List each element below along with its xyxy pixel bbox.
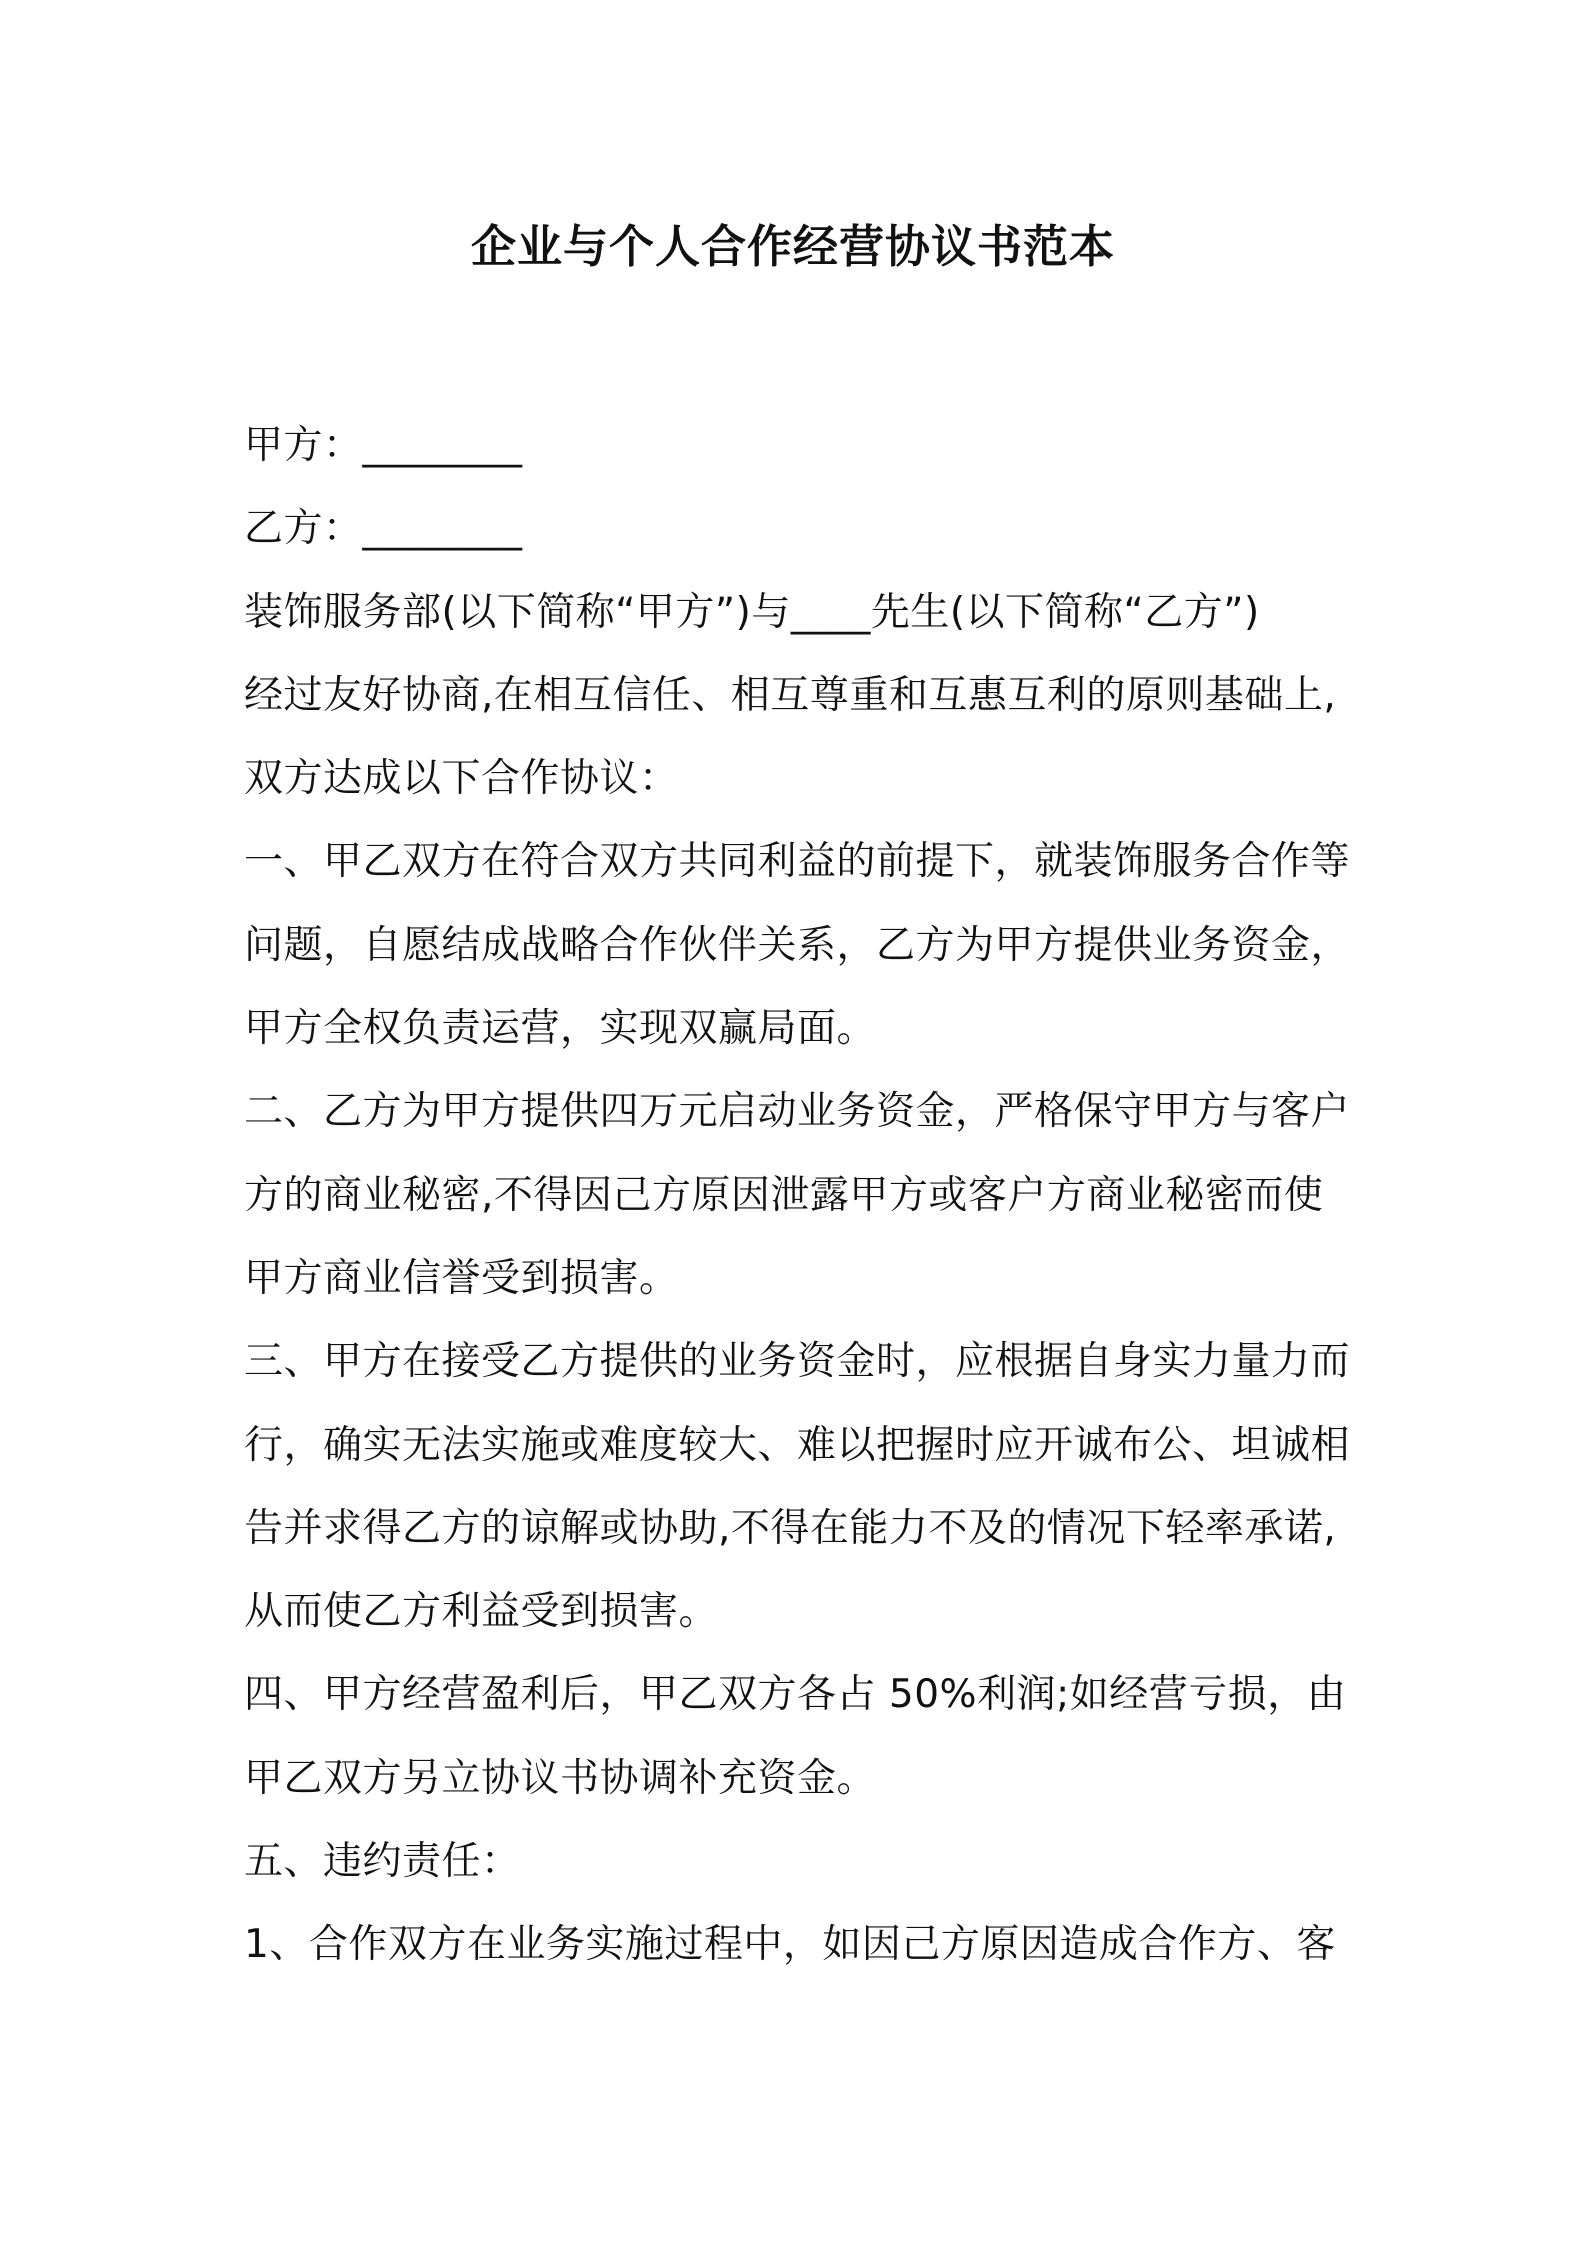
clause-1-line: 问题，自愿结成战略合作伙伴关系，乙方为甲方提供业务资金， [244, 922, 1351, 968]
document-title: 企业与个人合作经营协议书范本 [470, 220, 1115, 273]
clause-1-line: 甲方全权负责运营，实现双赢局面。 [244, 1006, 877, 1052]
clause-1-line: 一、甲乙双方在符合双方共同利益的前提下，就装饰服务合作等 [244, 839, 1351, 885]
party-a-line: 甲方：________ [244, 423, 523, 468]
party-b-line: 乙方：________ [244, 506, 523, 552]
paragraph-line: 经过友好协商,在相互信任、相互尊重和互惠互利的原则基础上, [244, 672, 1337, 718]
clause-2-line: 方的商业秘密,不得因己方原因泄露甲方或客户方商业秘密而使 [244, 1172, 1324, 1218]
clause-2-line: 二、乙方为甲方提供四万元启动业务资金，严格保守甲方与客户 [244, 1089, 1351, 1135]
document-body [244, 404, 1364, 1987]
clause-4-line: 四、甲方经营盈利后，甲乙双方各占 50%利润;如经营亏损，由 [244, 1672, 1347, 1718]
clause-3-line: 三、甲方在接受乙方提供的业务资金时，应根据自身实力量力而 [244, 1339, 1351, 1385]
clause-3-line: 告并求得乙方的谅解或协助,不得在能力不及的情况下轻率承诺, [244, 1505, 1337, 1551]
clause-4-line: 甲乙双方另立协议书协调补充资金。 [244, 1755, 877, 1801]
clause-3-line: 行，确实无法实施或难度较大、难以把握时应开诚布公、坦诚相 [244, 1422, 1351, 1468]
paragraph-line: 装饰服务部(以下简称“甲方”)与____先生(以下简称“乙方”) [244, 589, 1260, 635]
clause-2-line: 甲方商业信誉受到损害。 [244, 1255, 679, 1301]
clause-5-item-1-line: 1、合作双方在业务实施过程中，如因己方原因造成合作方、客 [244, 1922, 1336, 1968]
clause-5-heading: 五、违约责任： [244, 1839, 521, 1885]
paragraph-line: 双方达成以下合作协议： [244, 756, 679, 802]
clause-3-line: 从而使乙方利益受到损害。 [244, 1589, 719, 1635]
